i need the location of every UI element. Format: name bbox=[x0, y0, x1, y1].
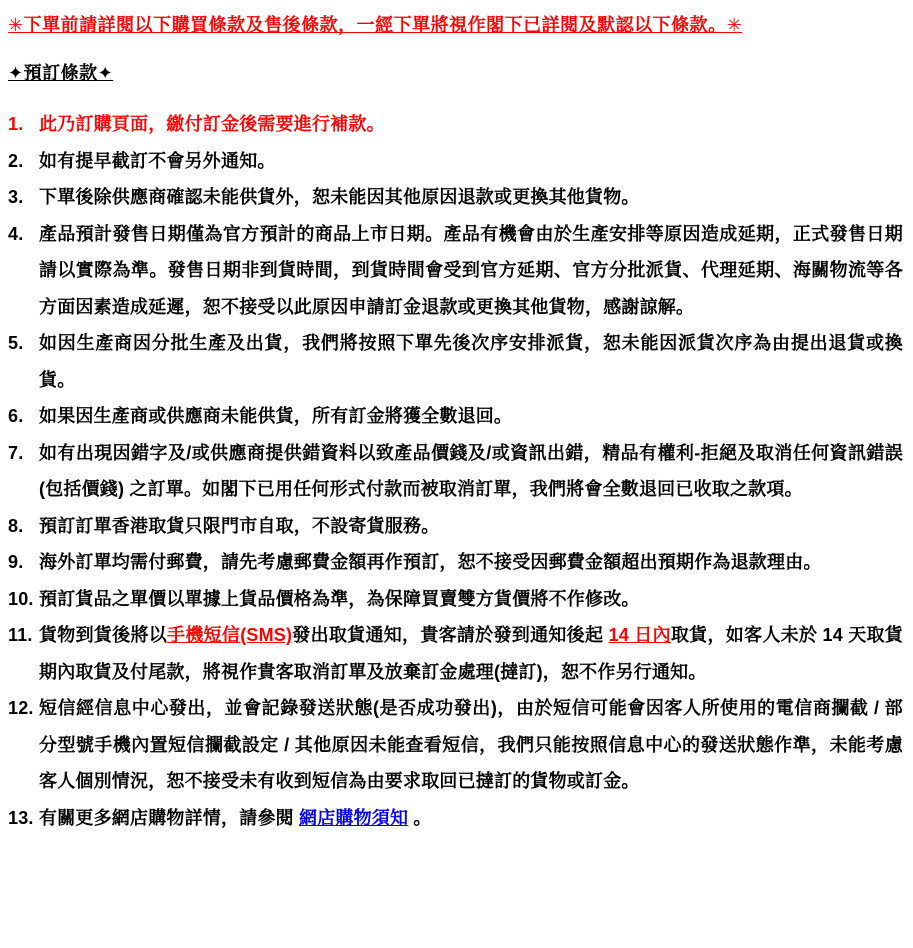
term-text: 此乃訂購頁面，繳付訂金後需要進行補款。 bbox=[39, 114, 385, 134]
term-text: 預訂訂單香港取貨只限門市自取，不設寄貨服務。 bbox=[39, 515, 440, 536]
term-content bbox=[39, 625, 903, 682]
term-item bbox=[8, 435, 903, 508]
section-title: ✦預訂條款✦ bbox=[8, 63, 114, 83]
term-text: 如果因生產商或供應商未能供貨，所有訂金將獲全數退回。 bbox=[39, 406, 513, 426]
term-text: 取貨，如客人未於 14 天取貨期內取貨及付尾款，將視作貴客取消訂單及放棄訂金處理(撻訂)，恕不作另行通知。 bbox=[39, 625, 903, 682]
term-number: 7. bbox=[8, 442, 24, 463]
terms-list bbox=[8, 106, 903, 836]
term-text: 有關更多網店購物詳情，請參閱 bbox=[39, 807, 299, 828]
term-item bbox=[8, 508, 903, 545]
term-text: 如有提早截訂不會另外通知。 bbox=[39, 150, 276, 171]
term-number: 4. bbox=[8, 223, 24, 244]
term-text: 預訂貨品之單價以單據上貨品價格為準，為保障買賣雙方貨價將不作修改。 bbox=[39, 588, 640, 609]
term-text: 如有出現因錯字及/或供應商提供錯資料以致產品價錢及/或資訊出錯，精品有權利-拒絕及取消任何資訊錯誤(包括價錢) 之訂單。如閣下已用任何形式付款而被取消訂單，我們將會全數退回已收取之款項。 bbox=[39, 442, 903, 499]
term-number: 11. bbox=[8, 625, 33, 645]
term-number: 12. bbox=[8, 698, 34, 718]
term-item bbox=[8, 581, 903, 618]
term-text: 下單後除供應商確認未能供貨外，恕未能因其他原因退款或更換其他貨物。 bbox=[39, 187, 640, 207]
term-number: 1. bbox=[8, 114, 24, 134]
term-text: 如因生產商因分批生產及出貨，我們將按照下單先後次序安排派貨，恕未能因派貨次序為由提出退貨或換貨。 bbox=[39, 333, 903, 390]
term-number: 2. bbox=[8, 150, 24, 171]
term-text: 短信經信息中心發出，並會記錄發送狀態(是否成功發出)，由於短信可能會因客人所使用的電信商攔截 / 部分型號手機內置短信攔截設定 / 其他原因未能查看短信，我們只能按照信息中心的發送狀態作準，未能考慮客人個別情況，恕不接受未有收到短信為由要求取回已撻訂的貨物或訂金。 bbox=[39, 698, 903, 791]
term-text: 14 日內 bbox=[608, 625, 671, 645]
term-content bbox=[39, 443, 903, 500]
term-text: 產品預計發售日期僅為官方預計的商品上市日期。產品有機會由於生產安排等原因造成延期，正式發售日期請以實際為準。發售日期非到貨時間，到貨時間會受到官方延期、官方分批派貨、代理延期、海關物流等各方面因素造成延遲，恕不接受以此原因申請訂金退款或更換其他貨物，感謝諒解。 bbox=[39, 223, 903, 317]
term-number: 10. bbox=[8, 588, 34, 609]
term-content bbox=[39, 114, 385, 134]
term-item bbox=[8, 179, 903, 216]
term-number: 8. bbox=[8, 515, 24, 536]
term-text: 手機短信(SMS) bbox=[167, 625, 293, 645]
term-content bbox=[39, 698, 903, 791]
term-content bbox=[39, 333, 903, 390]
term-number: 3. bbox=[8, 187, 24, 207]
term-content bbox=[39, 589, 640, 609]
term-item bbox=[8, 106, 903, 143]
term-content bbox=[39, 224, 903, 317]
term-item bbox=[8, 800, 903, 837]
term-item bbox=[8, 325, 903, 398]
term-item bbox=[8, 398, 903, 435]
header-notice: ✳下單前請詳閱以下購買條款及售後條款，一經下單將視作閣下已詳閱及默認以下條款。✳ bbox=[8, 15, 743, 35]
term-number: 6. bbox=[8, 406, 24, 426]
term-number: 5. bbox=[8, 333, 24, 353]
shop-guide-link[interactable]: 網店購物須知 bbox=[299, 807, 409, 828]
term-text: 發出取貨通知，貴客請於發到通知後起 bbox=[292, 625, 609, 645]
term-content bbox=[39, 187, 640, 207]
term-content bbox=[39, 552, 822, 572]
term-text: 海外訂單均需付郵費，請先考慮郵費金額再作預訂，恕不接受因郵費金額超出預期作為退款理由。 bbox=[39, 552, 822, 572]
term-item bbox=[8, 544, 903, 581]
term-item bbox=[8, 143, 903, 180]
term-content bbox=[39, 808, 432, 828]
term-number: 9. bbox=[8, 552, 24, 572]
term-text: 貨物到貨後將以 bbox=[39, 625, 168, 645]
term-content bbox=[39, 516, 439, 536]
term-item bbox=[8, 690, 903, 800]
term-item bbox=[8, 617, 903, 690]
term-text: 。 bbox=[408, 807, 432, 828]
term-item bbox=[8, 216, 903, 326]
term-content bbox=[39, 151, 276, 171]
term-content bbox=[39, 406, 512, 426]
term-number: 13. bbox=[8, 807, 34, 828]
